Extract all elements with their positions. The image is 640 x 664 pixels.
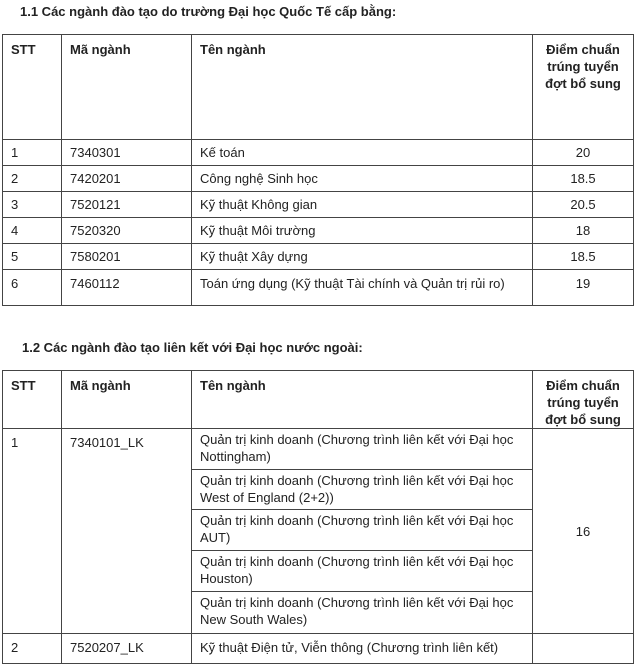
cell-stt: 5	[3, 244, 62, 270]
header-name: Tên ngành	[192, 35, 533, 140]
table-row	[3, 270, 634, 306]
cell-code: 7420201	[62, 166, 192, 192]
cell-score: 20	[533, 140, 634, 166]
cell-code: 7340101_LK	[62, 429, 192, 634]
cell-name: Công nghệ Sinh học	[192, 166, 533, 192]
cell-name: Kỹ thuật Không gian	[192, 192, 533, 218]
cell-stt: 2	[3, 166, 62, 192]
header-stt: STT	[3, 35, 62, 140]
section-2-title: 1.2 Các ngành đào tạo liên kết với Đại học nước ngoài:	[22, 340, 363, 355]
cell-score: 20.5	[533, 192, 634, 218]
cell-name: Toán ứng dụng (Kỹ thuật Tài chính và Quản trị rủi ro)	[192, 270, 533, 306]
program-name: Quản trị kinh doanh (Chương trình liên kết với Đại học West of England (2+2))	[192, 470, 532, 510]
cell-name: Kỹ thuật Điện tử, Viễn thông (Chương trình liên kết)	[192, 634, 533, 664]
cell-code: 7460112	[62, 270, 192, 306]
cell-code: 7520121	[62, 192, 192, 218]
section-1-title: 1.1 Các ngành đào tạo do trường Đại học Quốc Tế cấp bằng:	[20, 4, 397, 19]
cell-score: 16	[533, 429, 634, 634]
program-name: Quản trị kinh doanh (Chương trình liên kết với Đại học Houston)	[192, 551, 532, 592]
header-stt: STT	[3, 371, 62, 429]
header-code: Mã ngành	[62, 371, 192, 429]
cell-score	[533, 634, 634, 664]
cell-score: 18.5	[533, 166, 634, 192]
header-score: Điểm chuẩn trúng tuyển đợt bổ sung	[533, 371, 634, 429]
cell-score: 19	[533, 270, 634, 306]
header-name: Tên ngành	[192, 371, 533, 429]
cell-stt: 1	[3, 140, 62, 166]
cell-name: Kế toán	[192, 140, 533, 166]
table-1	[2, 34, 634, 306]
table-row	[3, 140, 634, 166]
program-name: Quản trị kinh doanh (Chương trình liên kết với Đại học Nottingham)	[192, 429, 532, 470]
table-row	[3, 166, 634, 192]
cell-name: Kỹ thuật Môi trường	[192, 218, 533, 244]
header-code: Mã ngành	[62, 35, 192, 140]
cell-name: Kỹ thuật Xây dựng	[192, 244, 533, 270]
cell-code: 7580201	[62, 244, 192, 270]
cell-stt: 6	[3, 270, 62, 306]
cell-stt: 4	[3, 218, 62, 244]
table-row	[3, 244, 634, 270]
table-2-header-row	[3, 371, 634, 429]
table-row	[3, 192, 634, 218]
cell-code: 7340301	[62, 140, 192, 166]
cell-code: 7520207_LK	[62, 634, 192, 664]
header-score: Điểm chuẩn trúng tuyển đợt bổ sung	[533, 35, 634, 140]
table-row	[3, 634, 634, 664]
program-name: Quản trị kinh doanh (Chương trình liên kết với Đại học New South Wales)	[200, 595, 514, 627]
program-name: Quản trị kinh doanh (Chương trình liên kết với Đại học AUT)	[192, 510, 532, 551]
cell-score: 18.5	[533, 244, 634, 270]
cell-code: 7520320	[62, 218, 192, 244]
cell-stt: 3	[3, 192, 62, 218]
cell-name-group	[192, 429, 533, 634]
cell-score: 18	[533, 218, 634, 244]
table-row	[3, 429, 634, 634]
cell-stt: 2	[3, 634, 62, 664]
cell-stt: 1	[3, 429, 62, 634]
table-row	[3, 218, 634, 244]
table-1-header-row	[3, 35, 634, 140]
table-2	[2, 370, 634, 664]
